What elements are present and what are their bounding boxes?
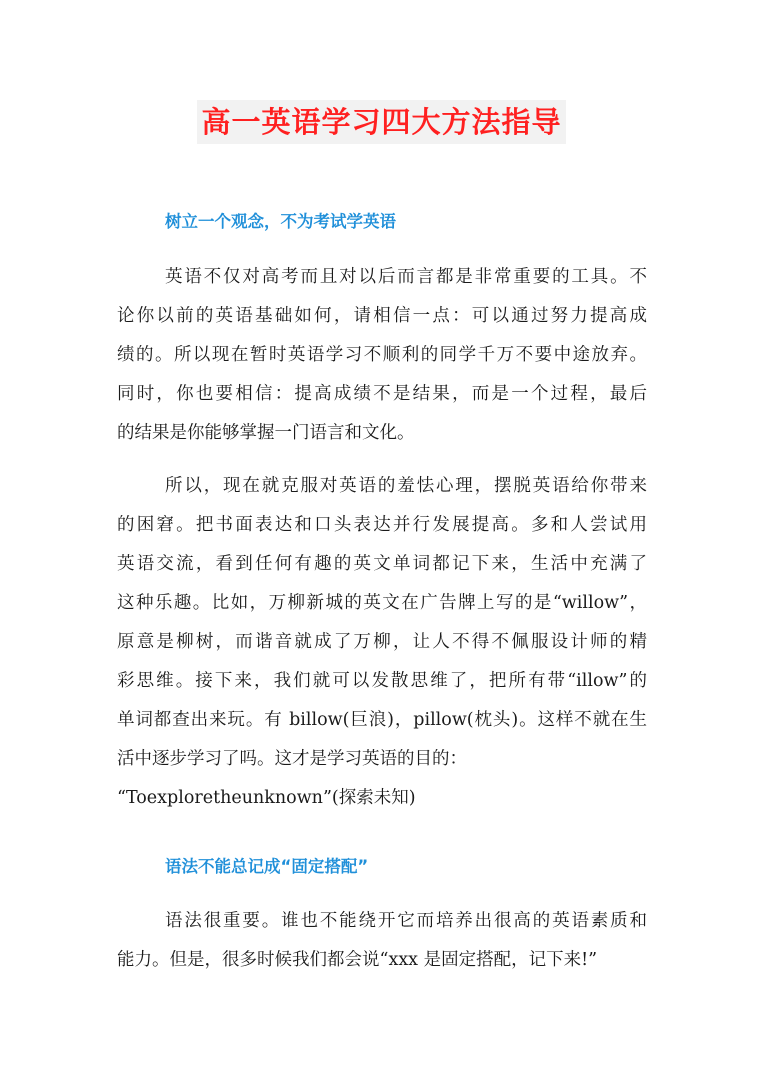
section-heading-1: 树立一个观念，不为考试学英语 <box>165 212 396 231</box>
paragraph-line: 活中逐步学习了吗。这才是学习英语的目的： <box>117 749 467 769</box>
document-title: 高一英语学习四大方法指导 <box>197 100 565 144</box>
paragraph-line: 英语不仅对高考而且对以后而言都是非常重要的工具。不 <box>165 267 647 287</box>
paragraph-line: 这种乐趣。比如，万柳新城的英文在广告牌上写的是“willow”， <box>117 593 647 613</box>
paragraph-line: 原意是柳树，而谐音就成了万柳，让人不得不佩服设计师的精 <box>117 632 647 652</box>
paragraph-line: 同时，你也要相信：提高成绩不是结果，而是一个过程，最后 <box>117 384 647 404</box>
paragraph-line: 英语交流，看到任何有趣的英文单词都记下来，生活中充满了 <box>117 554 647 574</box>
paragraph <box>117 902 647 980</box>
paragraph-line: 单词都查出来玩。有 billow(巨浪)，pillow(枕头)。这样不就在生 <box>117 710 647 730</box>
paragraph-line: “Toexploretheunknown”(探索未知) <box>117 788 416 808</box>
section-heading-2: 语法不能总记成“固定搭配” <box>165 857 369 876</box>
paragraph-line: 彩思维。接下来，我们就可以发散思维了，把所有带“illow”的 <box>117 671 647 691</box>
paragraph-line: 的结果是你能够掌握一门语言和文化。 <box>117 423 415 443</box>
paragraph-line: 绩的。所以现在暂时英语学习不顺利的同学千万不要中途放弃。 <box>117 345 647 365</box>
paragraph-line: 的困窘。把书面表达和口头表达并行发展提高。多和人尝试用 <box>117 515 647 535</box>
paragraph <box>117 258 647 453</box>
title-container <box>0 100 763 144</box>
paragraph-line: 所以，现在就克服对英语的羞怯心理，摆脱英语给你带来 <box>165 476 647 496</box>
paragraph-line: 论你以前的英语基础如何，请相信一点：可以通过努力提高成 <box>117 306 647 326</box>
paragraph <box>117 467 647 818</box>
paragraph-line: 能力。但是，很多时候我们都会说“xxx 是固定搭配，记下来!” <box>117 950 598 970</box>
paragraph-line: 语法很重要。谁也不能绕开它而培养出很高的英语素质和 <box>165 911 647 931</box>
